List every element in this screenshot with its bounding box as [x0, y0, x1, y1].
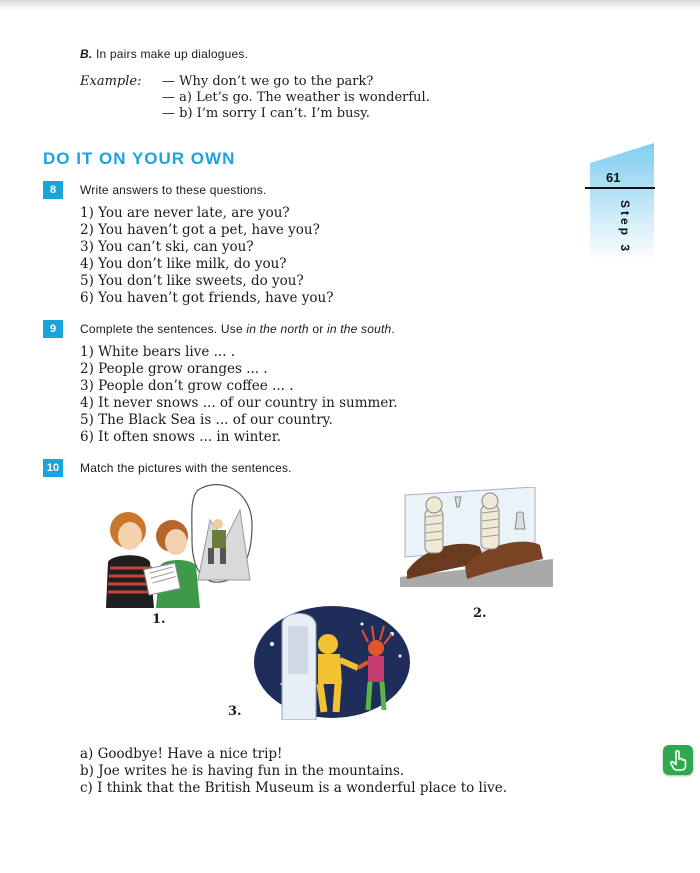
picture-girls-letter	[100, 480, 260, 610]
page-number: 61	[606, 170, 621, 185]
instruction-emphasis: in the north	[246, 322, 309, 336]
task-b-label: B.	[80, 47, 93, 61]
list-item: 3) People don’t grow coffee ... .	[80, 378, 294, 394]
section-title: DO IT ON YOUR OWN	[43, 149, 236, 168]
list-item: 5) The Black Sea is ... of our country.	[80, 412, 333, 428]
answer-item: a) Goodbye! Have a nice trip!	[80, 746, 283, 762]
instruction-text: or	[308, 322, 327, 336]
list-item: 2) People grow oranges ... .	[80, 361, 268, 377]
caption-3: 3.	[228, 704, 242, 719]
example-line: — Why don’t we go to the park?	[162, 74, 374, 89]
page-tab-divider	[585, 187, 655, 189]
list-item: 6) It often snows ... in winter.	[80, 429, 281, 445]
task-9-list	[80, 344, 398, 446]
task-9-instruction	[80, 322, 395, 336]
list-item: 3) You can’t ski, can you?	[80, 239, 254, 255]
example-block	[80, 74, 500, 124]
list-item: 6) You haven’t got friends, have you?	[80, 290, 334, 306]
list-item: 1) White bears live ... .	[80, 344, 236, 360]
list-item: 5) You don’t like sweets, do you?	[80, 273, 304, 289]
list-item: 2) You haven’t got a pet, have you?	[80, 222, 320, 238]
list-item: 4) You don’t like milk, do you?	[80, 256, 287, 272]
task-10-answers	[80, 746, 570, 797]
task-9-badge: 9	[43, 320, 63, 338]
list-item: 4) It never snows ... of our country in summer.	[80, 395, 398, 411]
caption-1: 1.	[152, 612, 166, 627]
picture-museum-mummies	[385, 487, 555, 587]
instruction-text: .	[391, 322, 395, 336]
picture-space-alien	[252, 604, 412, 720]
instruction-emphasis: in the south	[326, 322, 392, 336]
step-label: Step 3	[618, 200, 632, 255]
task-10-badge: 10	[43, 459, 63, 477]
example-label: Example:	[80, 74, 142, 89]
example-line: — b) I’m sorry I can’t. I’m busy.	[162, 106, 370, 121]
page-top-shadow	[0, 0, 700, 10]
task-10-instruction: Match the pictures with the sentences.	[80, 461, 292, 475]
answer-item: b) Joe writes he is having fun in the mountains.	[80, 763, 405, 779]
list-item: 1) You are never late, are you?	[80, 205, 290, 221]
task-b	[80, 47, 248, 61]
task-8-list	[80, 205, 334, 307]
task-8-instruction: Write answers to these questions.	[80, 183, 267, 197]
hand-pointer-icon	[663, 745, 693, 775]
answer-item: c) I think that the British Museum is a wonderful place to live.	[80, 780, 508, 796]
instruction-text: Complete the sentences. Use	[80, 322, 247, 336]
hand-pointer-button[interactable]	[663, 745, 693, 775]
task-8-badge: 8	[43, 181, 63, 199]
example-line: — a) Let’s go. The weather is wonderful.	[162, 90, 430, 105]
caption-2: 2.	[473, 606, 487, 621]
task-b-text: In pairs make up dialogues.	[95, 47, 249, 61]
